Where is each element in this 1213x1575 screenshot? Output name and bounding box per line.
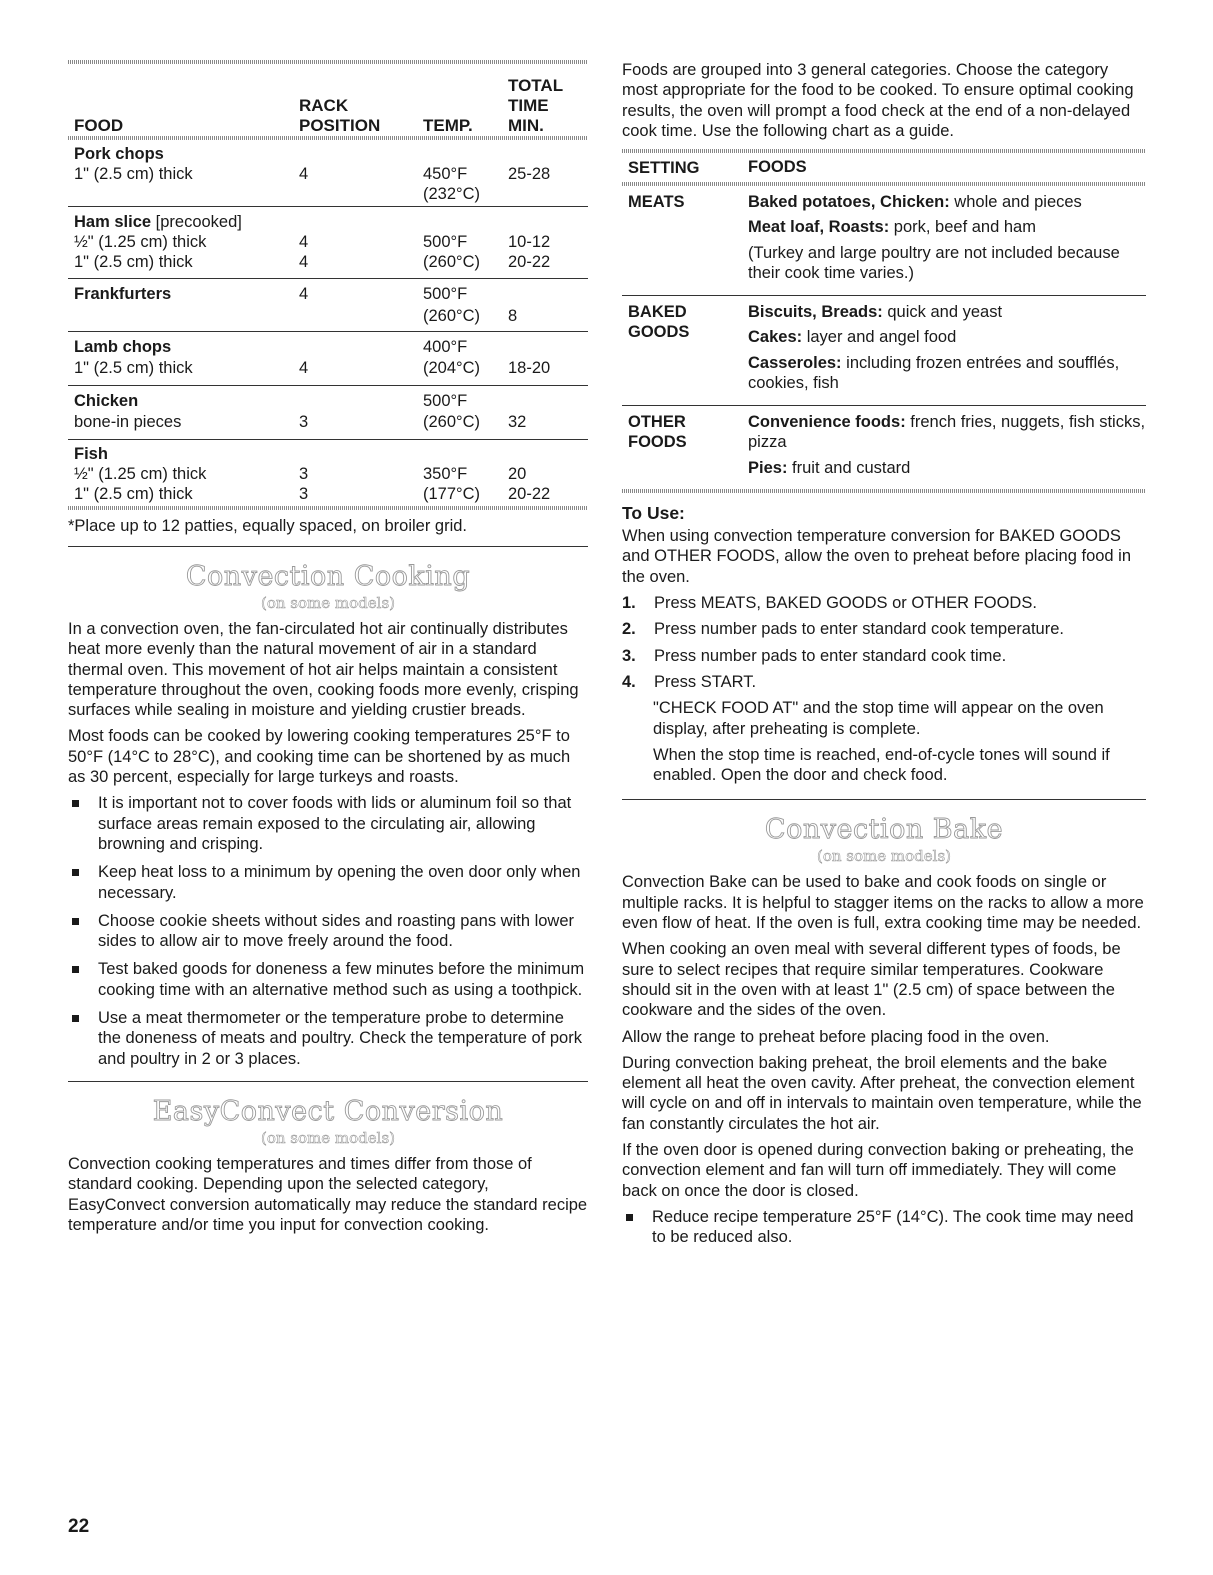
section-subtitle: (on some models) bbox=[261, 594, 395, 612]
temperature: 400°F bbox=[423, 338, 468, 356]
rack-position: 3 bbox=[299, 413, 309, 431]
header-total: TOTAL bbox=[508, 76, 564, 95]
left-column bbox=[68, 60, 588, 1241]
temperature: 500°F bbox=[423, 233, 468, 251]
bullet-item: It is important not to cover foods with lids or aluminum foil so that surface areas remain exposed to the circulating air, allowing browning and crisping. bbox=[68, 793, 588, 854]
table-row bbox=[622, 186, 1146, 295]
step-item: 3. Press number pads to enter standard cook time. bbox=[622, 646, 1007, 665]
food-name: Fish bbox=[74, 445, 108, 463]
easyconvect-section bbox=[68, 1096, 588, 1235]
step-item: 1. Press MEATS, BAKED GOODS or OTHER FOODS. bbox=[622, 594, 1037, 613]
foods-list bbox=[748, 302, 1146, 399]
table-row bbox=[622, 296, 1146, 405]
food-entry: (Turkey and large poultry are not included because their cook time varies.) bbox=[748, 243, 1120, 283]
section-subtitle: (on some models) bbox=[817, 847, 951, 866]
food-detail: 1" (2.5 cm) thick bbox=[74, 359, 193, 377]
section-subtitle: (on some models) bbox=[261, 1128, 395, 1147]
total-time: 25-28 bbox=[508, 165, 551, 183]
paragraph: Convection cooking temperatures and times differ from those of standard cooking. Depending upon the selected category, EasyConvect conversion automatically may reduce the standard recipe temperature and/or time you input for convection cooking. bbox=[68, 1154, 588, 1234]
header-rack: RACK bbox=[299, 96, 349, 115]
food-name: Lamb chops bbox=[74, 338, 172, 356]
convection-cooking-section bbox=[68, 561, 588, 1069]
rack-position: 3 bbox=[299, 465, 309, 483]
food-name: Chicken bbox=[74, 392, 139, 410]
food-detail: bone-in pieces bbox=[74, 413, 182, 431]
table-row bbox=[68, 386, 588, 439]
temperature: (260°C) bbox=[423, 307, 481, 325]
header-food: FOOD bbox=[74, 116, 124, 135]
header-foods: FOODS bbox=[748, 158, 807, 177]
bullet-item: Test baked goods for doneness a few minutes before the minimum cooking time with an alternative method such as using a toothpick. bbox=[68, 959, 588, 1000]
paragraph: During convection baking preheat, the broil elements and the bake element all heat the oven cavity. After preheat, the convection element will cycle on and off in intervals to maintain oven temperature, while the fan constantly circulates the hot air. bbox=[622, 1053, 1142, 1133]
table-row bbox=[68, 207, 588, 278]
food-name: Ham slice [precooked] bbox=[74, 213, 242, 231]
food-entry: Baked potatoes, Chicken: whole and pieces bbox=[748, 192, 1082, 211]
temperature: 450°F bbox=[423, 165, 468, 183]
table-bottom-rule bbox=[68, 506, 588, 510]
rack-position: 3 bbox=[299, 485, 309, 503]
food-entry: Biscuits, Breads: quick and yeast bbox=[748, 302, 1003, 321]
paragraph: Allow the range to preheat before placing food in the oven. bbox=[622, 1027, 1050, 1046]
food-name: Pork chops bbox=[74, 145, 164, 163]
bullet-item: Use a meat thermometer or the temperature probe to determine the doneness of meats and poultry. Check the temperature of pork and poultry in 2 or 3 places. bbox=[68, 1008, 588, 1069]
to-use-intro: When using convection temperature conversion for BAKED GOODS and OTHER FOODS, allow the oven to preheat before placing food in the oven. bbox=[622, 527, 1132, 586]
step-note: "CHECK FOOD AT" and the stop time will appear on the oven display, after preheating is complete. bbox=[653, 699, 1104, 738]
section-title: Convection Bake bbox=[764, 814, 1004, 846]
food-entry: Casseroles: including frozen entrées and soufflés, cookies, fish bbox=[748, 353, 1120, 393]
setting-name: MEATS bbox=[628, 192, 685, 211]
foods-list bbox=[748, 412, 1146, 484]
step-note: When the stop time is reached, end-of-cycle tones will sound if enabled. Open the door and check food. bbox=[653, 745, 1110, 785]
right-column bbox=[622, 60, 1146, 1256]
rack-position: 4 bbox=[299, 285, 309, 303]
step-item: 4. Press START. bbox=[622, 672, 757, 691]
header-setting: SETTING bbox=[628, 159, 700, 178]
total-time: 20-22 bbox=[508, 253, 551, 271]
rack-position: 4 bbox=[299, 165, 309, 183]
section-divider bbox=[68, 546, 588, 547]
paragraph: If the oven door is opened during convection baking or preheating, the convection element and fan will turn off immediately. They will come back on once the door is closed. bbox=[622, 1141, 1134, 1200]
section-title: EasyConvect Conversion bbox=[152, 1095, 504, 1127]
table-footnote: *Place up to 12 patties, equally spaced, on broiler grid. bbox=[68, 517, 467, 535]
settings-table-bottom-rule bbox=[622, 489, 1146, 493]
step-item: 2. Press number pads to enter standard cook temperature. bbox=[622, 620, 1064, 639]
bullet-item: Keep heat loss to a minimum by opening the oven door only when necessary. bbox=[68, 862, 588, 903]
temperature: 500°F bbox=[423, 392, 468, 410]
bullet-item: Reduce recipe temperature 25°F (14°C). The cook time may need to be reduced also. bbox=[622, 1207, 1146, 1248]
food-detail: 1" (2.5 cm) thick bbox=[74, 165, 193, 183]
convection-bake-section bbox=[622, 814, 1146, 1247]
header-position: POSITION bbox=[299, 116, 381, 135]
paragraph: When cooking an oven meal with several different types of foods, be sure to select recipes that require similar temperatures. Cookware should sit in the oven with at least 1" (2.5 cm) of space between the cookware and the sides of the oven. bbox=[622, 940, 1121, 1020]
food-detail: ½" (1.25 cm) thick bbox=[74, 233, 207, 251]
food-entry: Cakes: layer and angel food bbox=[748, 328, 957, 347]
header-time: TIME bbox=[508, 96, 549, 115]
setting-name: BAKED GOODS bbox=[628, 302, 690, 342]
food-detail: 1" (2.5 cm) thick bbox=[74, 485, 193, 503]
temperature: (260°C) bbox=[423, 413, 481, 431]
section-divider bbox=[68, 1081, 588, 1082]
intro-paragraph: Foods are grouped into 3 general categories. Choose the category most appropriate for the food to be cooked. To ensure optimal cooking results, the oven will prompt a food check at the end of a non-delayed cook time. Use the following chart as a guide. bbox=[622, 61, 1134, 140]
settings-table-header bbox=[622, 153, 1146, 182]
temperature: 500°F bbox=[423, 285, 468, 303]
to-use-heading: To Use: bbox=[622, 503, 685, 524]
temperature: 350°F bbox=[423, 465, 468, 483]
temperature: (177°C) bbox=[423, 485, 481, 503]
temperature: (260°C) bbox=[423, 253, 481, 271]
table-row bbox=[68, 279, 588, 331]
total-time: 8 bbox=[508, 307, 518, 325]
table-row bbox=[68, 140, 588, 206]
paragraph: Most foods can be cooked by lowering cooking temperatures 25°F to 50°F (14°C to 28°C), and cooking time can be shortened by as much as 30 percent, especially for large turkeys and roasts. bbox=[68, 727, 571, 787]
food-detail: 1" (2.5 cm) thick bbox=[74, 253, 193, 271]
foods-list bbox=[748, 192, 1146, 289]
bullet-item: Choose cookie sheets without sides and roasting pans with lower sides to allow air to move freely around the food. bbox=[68, 911, 588, 952]
section-title: Convection Cooking bbox=[185, 561, 471, 592]
rack-position: 4 bbox=[299, 359, 309, 377]
food-detail: ½" (1.25 cm) thick bbox=[74, 465, 207, 483]
broil-table-header bbox=[68, 64, 588, 136]
total-time: 18-20 bbox=[508, 359, 551, 377]
header-temp: TEMP. bbox=[423, 116, 473, 135]
paragraph: Convection Bake can be used to bake and cook foods on single or multiple racks. It is helpful to stagger items on the racks to allow a more even flow of heat. If the oven is full, extra cooking time may be needed. bbox=[622, 873, 1144, 933]
paragraph: In a convection oven, the fan-circulated hot air continually distributes heat more evenly than the natural movement of air in a standard thermal oven. This movement of hot air helps maintain a consistent temperature throughout the oven, cooking foods more evenly, crisping surfaces while sealing in moisture and yielding crustier breads. bbox=[68, 620, 579, 720]
total-time: 20-22 bbox=[508, 485, 551, 503]
total-time: 20 bbox=[508, 465, 527, 483]
section-divider bbox=[622, 799, 1146, 800]
food-name: Frankfurters bbox=[74, 285, 172, 303]
table-row bbox=[622, 406, 1146, 490]
header-min: MIN. bbox=[508, 116, 544, 135]
temperature: (232°C) bbox=[423, 185, 481, 203]
rack-position: 4 bbox=[299, 233, 309, 251]
rack-position: 4 bbox=[299, 253, 309, 271]
food-entry: Meat loaf, Roasts: pork, beef and ham bbox=[748, 218, 1036, 237]
temperature: (204°C) bbox=[423, 359, 481, 377]
total-time: 32 bbox=[508, 413, 527, 431]
total-time: 10-12 bbox=[508, 233, 551, 251]
table-row bbox=[68, 440, 588, 506]
page-number: 22 bbox=[68, 1516, 90, 1537]
table-row bbox=[68, 332, 588, 385]
food-entry: Pies: fruit and custard bbox=[748, 458, 911, 477]
setting-name: OTHER FOODS bbox=[628, 412, 687, 452]
food-entry: Convenience foods: french fries, nuggets, fish sticks, pizza bbox=[748, 412, 1146, 452]
